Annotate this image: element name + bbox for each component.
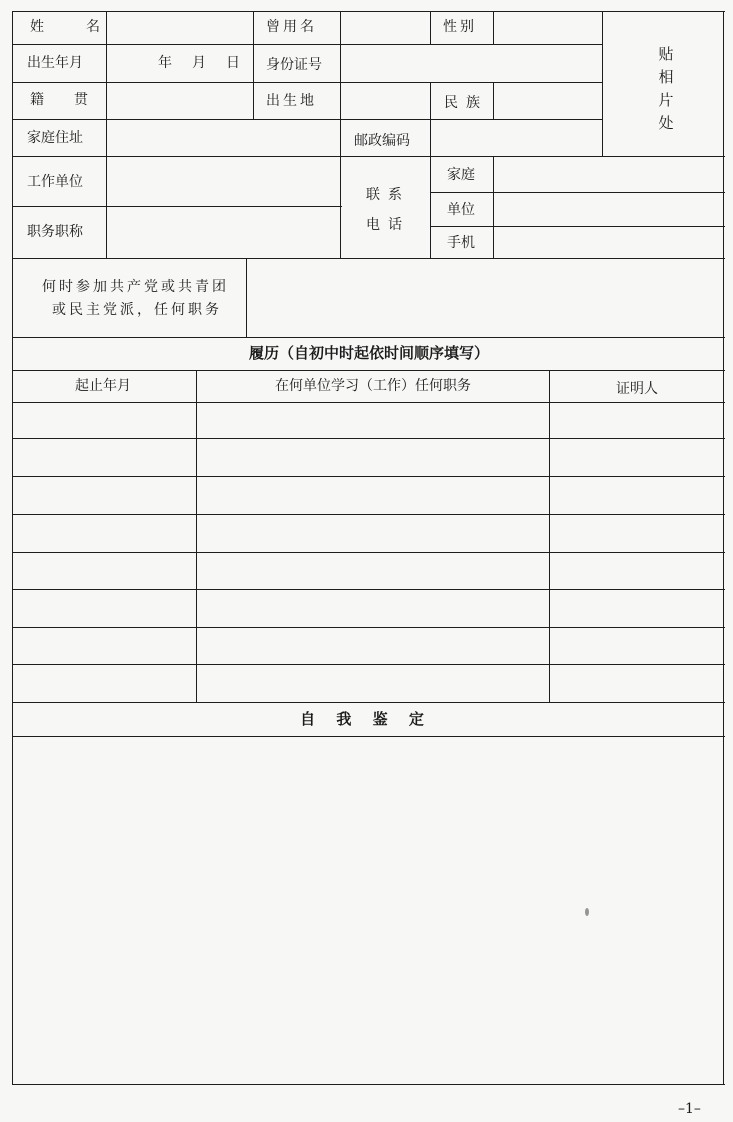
- col-line-mid4: [493, 11, 494, 45]
- resume-row-line-5: [12, 589, 725, 590]
- row-line-5a: [12, 206, 342, 207]
- resume-row-line-4: [12, 552, 725, 553]
- resume-row-line-2: [12, 476, 725, 477]
- assessment-header-line: [12, 736, 725, 737]
- row-line-2: [12, 82, 602, 83]
- col-line-mid2: [340, 11, 341, 258]
- row-line-3: [12, 119, 602, 120]
- native-place-label: 籍 贯: [30, 92, 96, 108]
- resume-row-line-3: [12, 514, 725, 515]
- birth-date-units: 年 月 日: [158, 55, 243, 71]
- page-number: –1–: [678, 1101, 701, 1117]
- former-name-label: 曾用名: [266, 19, 317, 35]
- address-label: 家庭住址: [27, 130, 83, 146]
- frame-bottom-line: [12, 1084, 725, 1085]
- photo-placeholder-label: 贴相片处: [658, 45, 674, 132]
- row-line-1: [12, 44, 602, 45]
- title-label: 职务职称: [27, 224, 83, 240]
- col-line-mid3b: [430, 82, 431, 258]
- col-line-mid4c: [493, 156, 494, 258]
- resume-row-line-1: [12, 438, 725, 439]
- ethnicity-label: 民族: [444, 95, 488, 111]
- birthplace-label: 出生地: [266, 93, 317, 109]
- contact-label-1: 联系: [366, 187, 410, 203]
- col-line-photo: [602, 11, 603, 156]
- birth-label: 出生年月: [27, 55, 83, 71]
- assessment-heading: 自 我 鉴 定: [300, 710, 432, 728]
- phone-home-label: 家庭: [447, 167, 475, 183]
- phone-mobile-label: 手机: [447, 235, 475, 251]
- party-label-line-2: 或民主党派，任何职务: [52, 302, 222, 318]
- row-line-8: [12, 370, 725, 371]
- col-line-party: [246, 258, 247, 337]
- id-label: 身份证号: [266, 57, 322, 73]
- resume-row-line-8: [12, 702, 725, 703]
- frame-top-line: [12, 11, 725, 12]
- resume-col-line-1: [196, 370, 197, 702]
- gender-label: 性别: [443, 19, 477, 35]
- row-line-5c: [431, 226, 725, 227]
- resume-row-line-7: [12, 664, 725, 665]
- name-label: 姓 名: [30, 19, 114, 35]
- row-line-7: [12, 337, 725, 338]
- row-line-6: [12, 258, 725, 259]
- contact-label-2: 电话: [366, 217, 410, 233]
- col-line-mid4b: [493, 82, 494, 119]
- workplace-label: 工作单位: [27, 174, 83, 190]
- resume-row-line-6: [12, 627, 725, 628]
- col-line-mid1: [253, 11, 254, 119]
- party-label-line-1: 何时参加共产党或共青团: [42, 279, 229, 295]
- row-line-5b: [431, 192, 725, 193]
- postcode-label: 邮政编码: [354, 133, 410, 149]
- resume-col-period: 起止年月: [75, 378, 131, 394]
- frame-right-line: [723, 11, 724, 1085]
- resume-col-unit: 在何单位学习（工作）任何职务: [275, 378, 471, 394]
- col-line-label: [106, 11, 107, 258]
- row-line-4: [12, 156, 725, 157]
- phone-work-label: 单位: [447, 202, 475, 218]
- col-line-mid3: [430, 11, 431, 45]
- resume-col-witness: 证明人: [616, 381, 658, 397]
- resume-col-line-2: [549, 370, 550, 702]
- frame-left-line: [12, 11, 13, 1085]
- resume-header-line: [12, 402, 725, 403]
- resume-heading: 履历（自初中时起依时间顺序填写）: [248, 344, 490, 362]
- paper-speck: [585, 908, 589, 916]
